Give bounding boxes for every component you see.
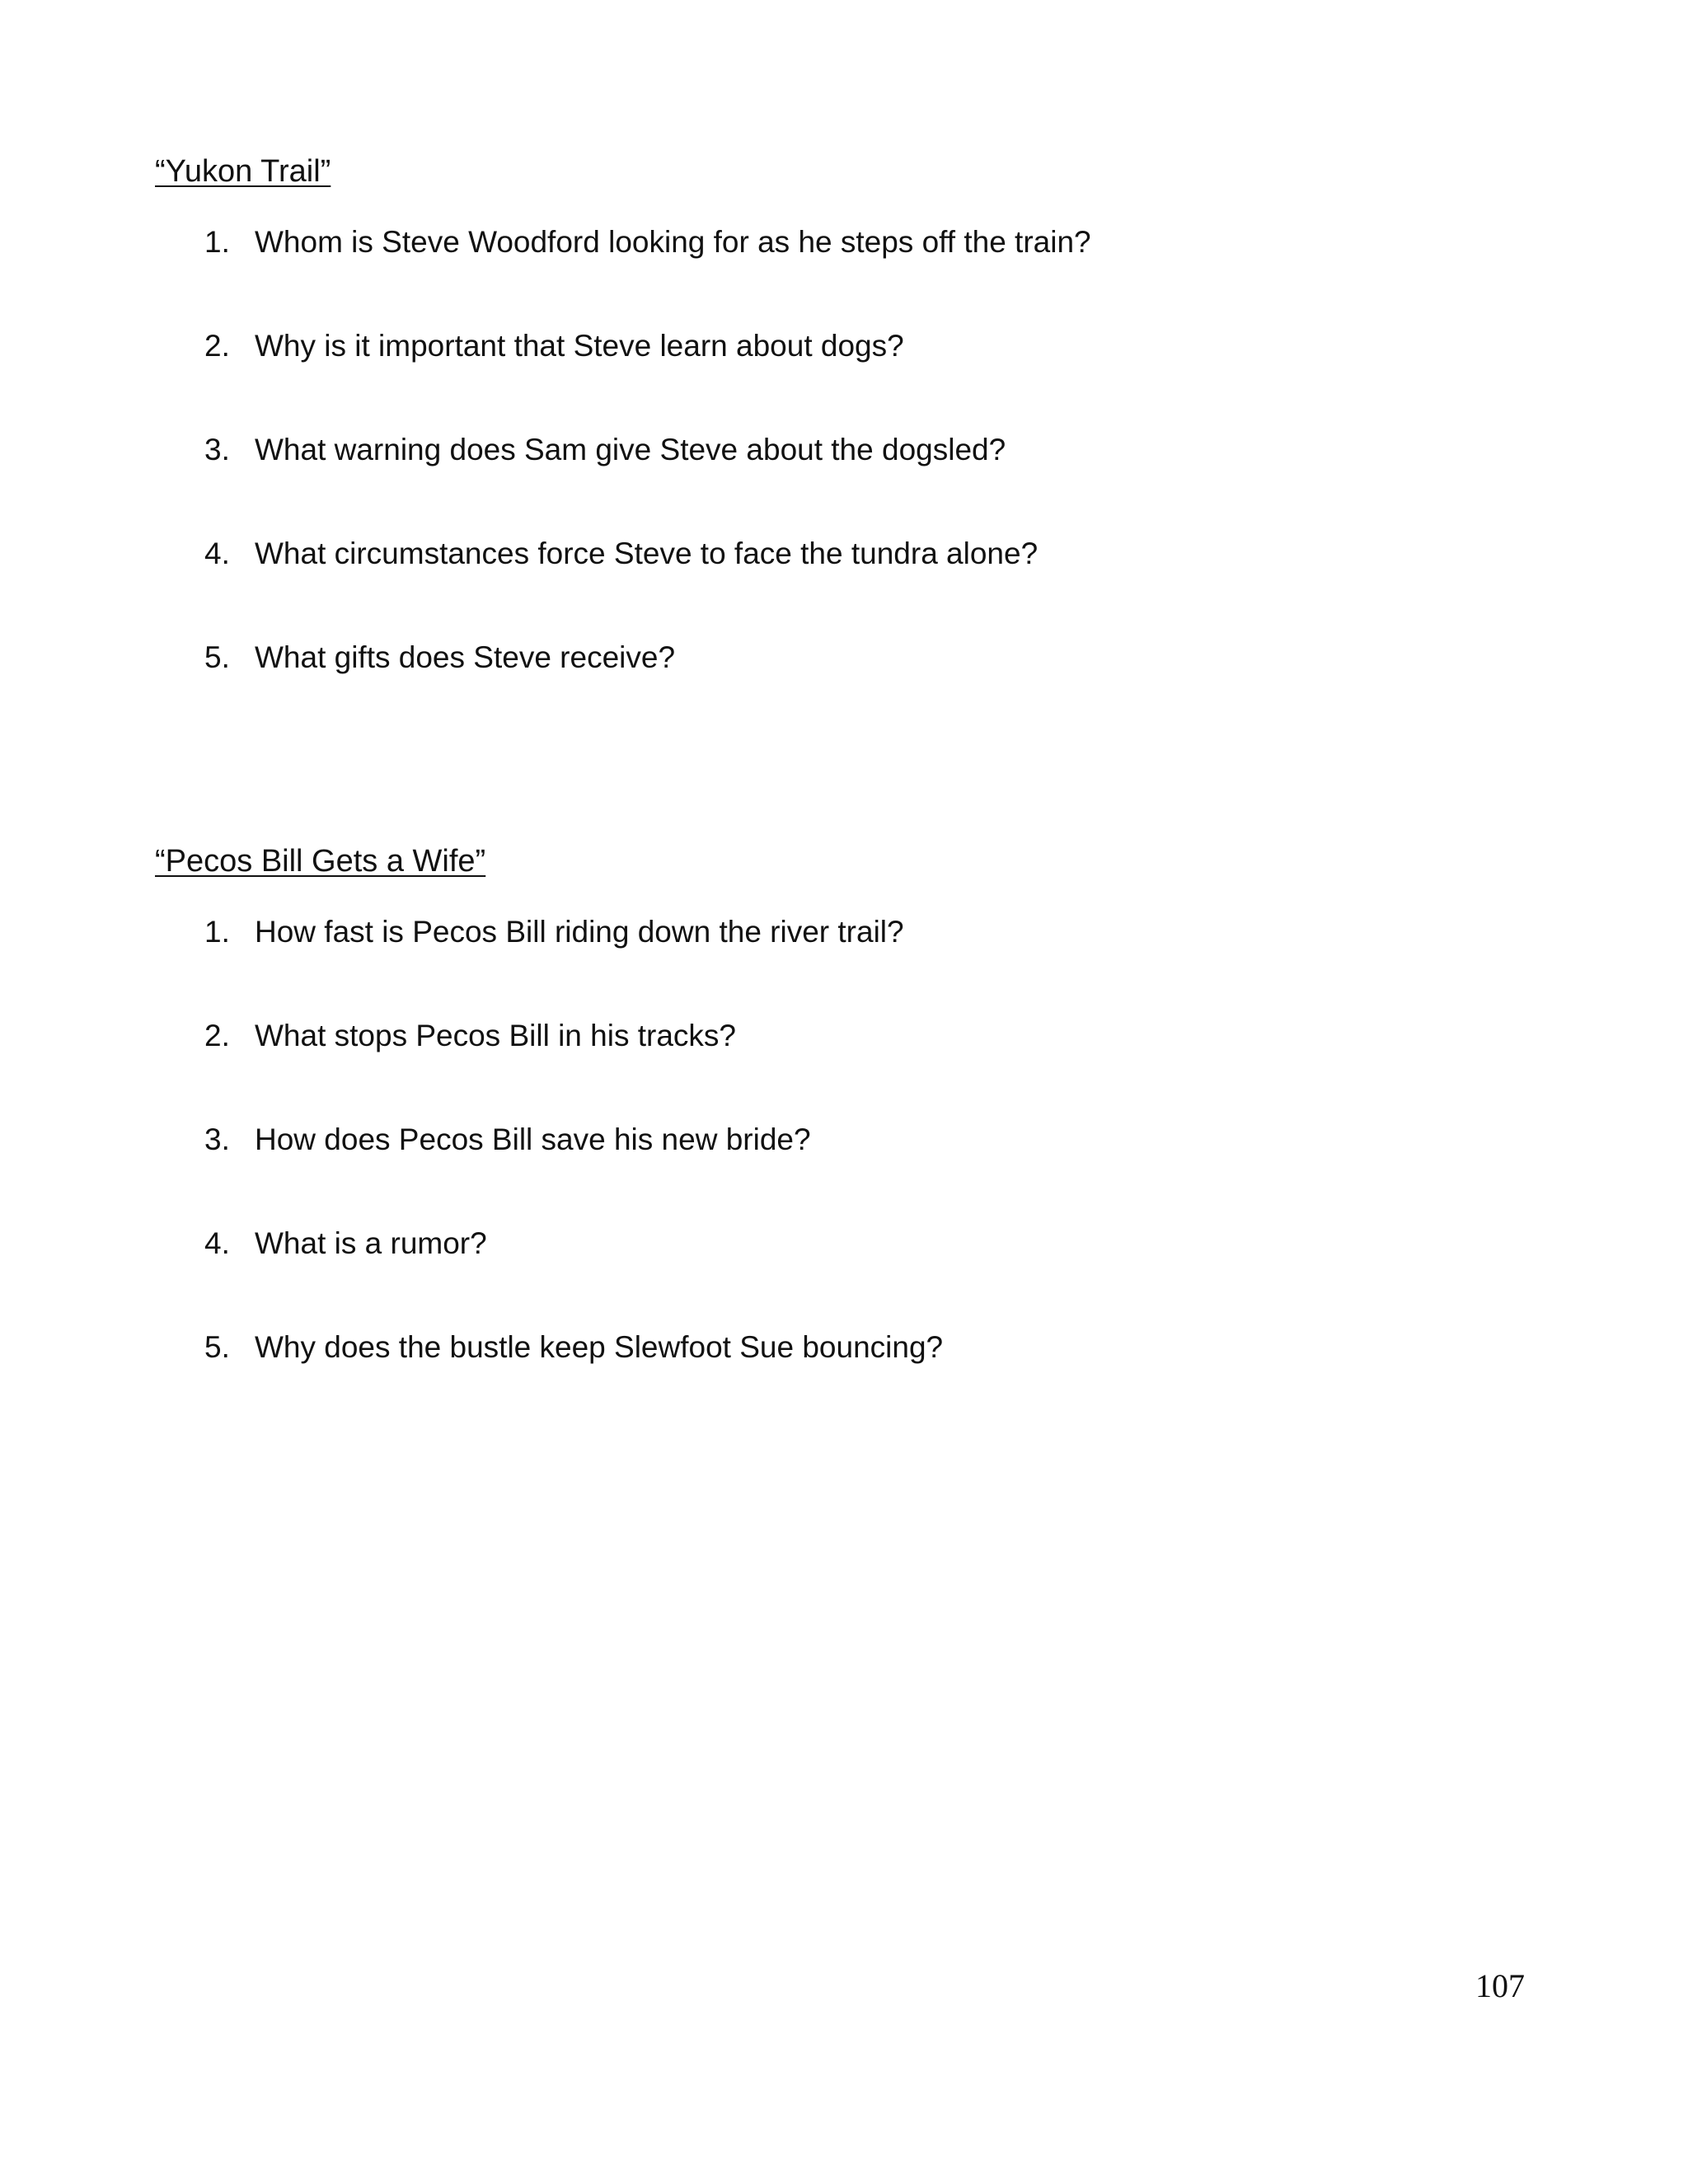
question-text: How does Pecos Bill save his new bride?	[255, 1122, 811, 1156]
question-text: What gifts does Steve receive?	[255, 640, 676, 674]
question-text: What warning does Sam give Steve about the dogsled?	[255, 433, 1006, 466]
question-text: How fast is Pecos Bill riding down the river trail?	[255, 915, 904, 949]
question-text: Why does the bustle keep Slewfoot Sue bouncing?	[255, 1330, 944, 1364]
question-item	[155, 1329, 1556, 1432]
question-text: Why is it important that Steve learn about dogs?	[255, 329, 904, 363]
section-yukon-trail	[155, 152, 1556, 743]
question-number: 4.	[204, 1226, 230, 1260]
question-number: 2.	[204, 329, 230, 363]
question-item	[155, 431, 1556, 535]
question-item	[155, 639, 1556, 743]
question-item	[155, 223, 1556, 327]
question-text: Whom is Steve Woodford looking for as he steps off the train?	[255, 225, 1091, 259]
question-item	[155, 1225, 1556, 1329]
section-title: “Yukon Trail”	[155, 154, 331, 189]
question-number: 2.	[204, 1019, 230, 1052]
question-text: What stops Pecos Bill in his tracks?	[255, 1019, 736, 1052]
question-number: 3.	[204, 1122, 230, 1156]
question-item	[155, 1121, 1556, 1225]
question-number: 4.	[204, 537, 230, 570]
question-list	[155, 913, 1556, 1432]
section-pecos-bill	[155, 842, 1556, 1432]
page-number: 107	[1475, 1967, 1525, 2004]
question-number: 1.	[204, 915, 230, 949]
question-item	[155, 535, 1556, 639]
question-list	[155, 223, 1556, 743]
question-text: What circumstances force Steve to face the tundra alone?	[255, 537, 1039, 570]
question-item	[155, 913, 1556, 1017]
question-number: 1.	[204, 225, 230, 259]
question-item	[155, 1017, 1556, 1121]
question-item	[155, 327, 1556, 431]
section-title: “Pecos Bill Gets a Wife”	[155, 844, 486, 879]
question-number: 3.	[204, 433, 230, 466]
question-number: 5.	[204, 1330, 230, 1364]
question-text: What is a rumor?	[255, 1226, 487, 1260]
question-number: 5.	[204, 640, 230, 674]
